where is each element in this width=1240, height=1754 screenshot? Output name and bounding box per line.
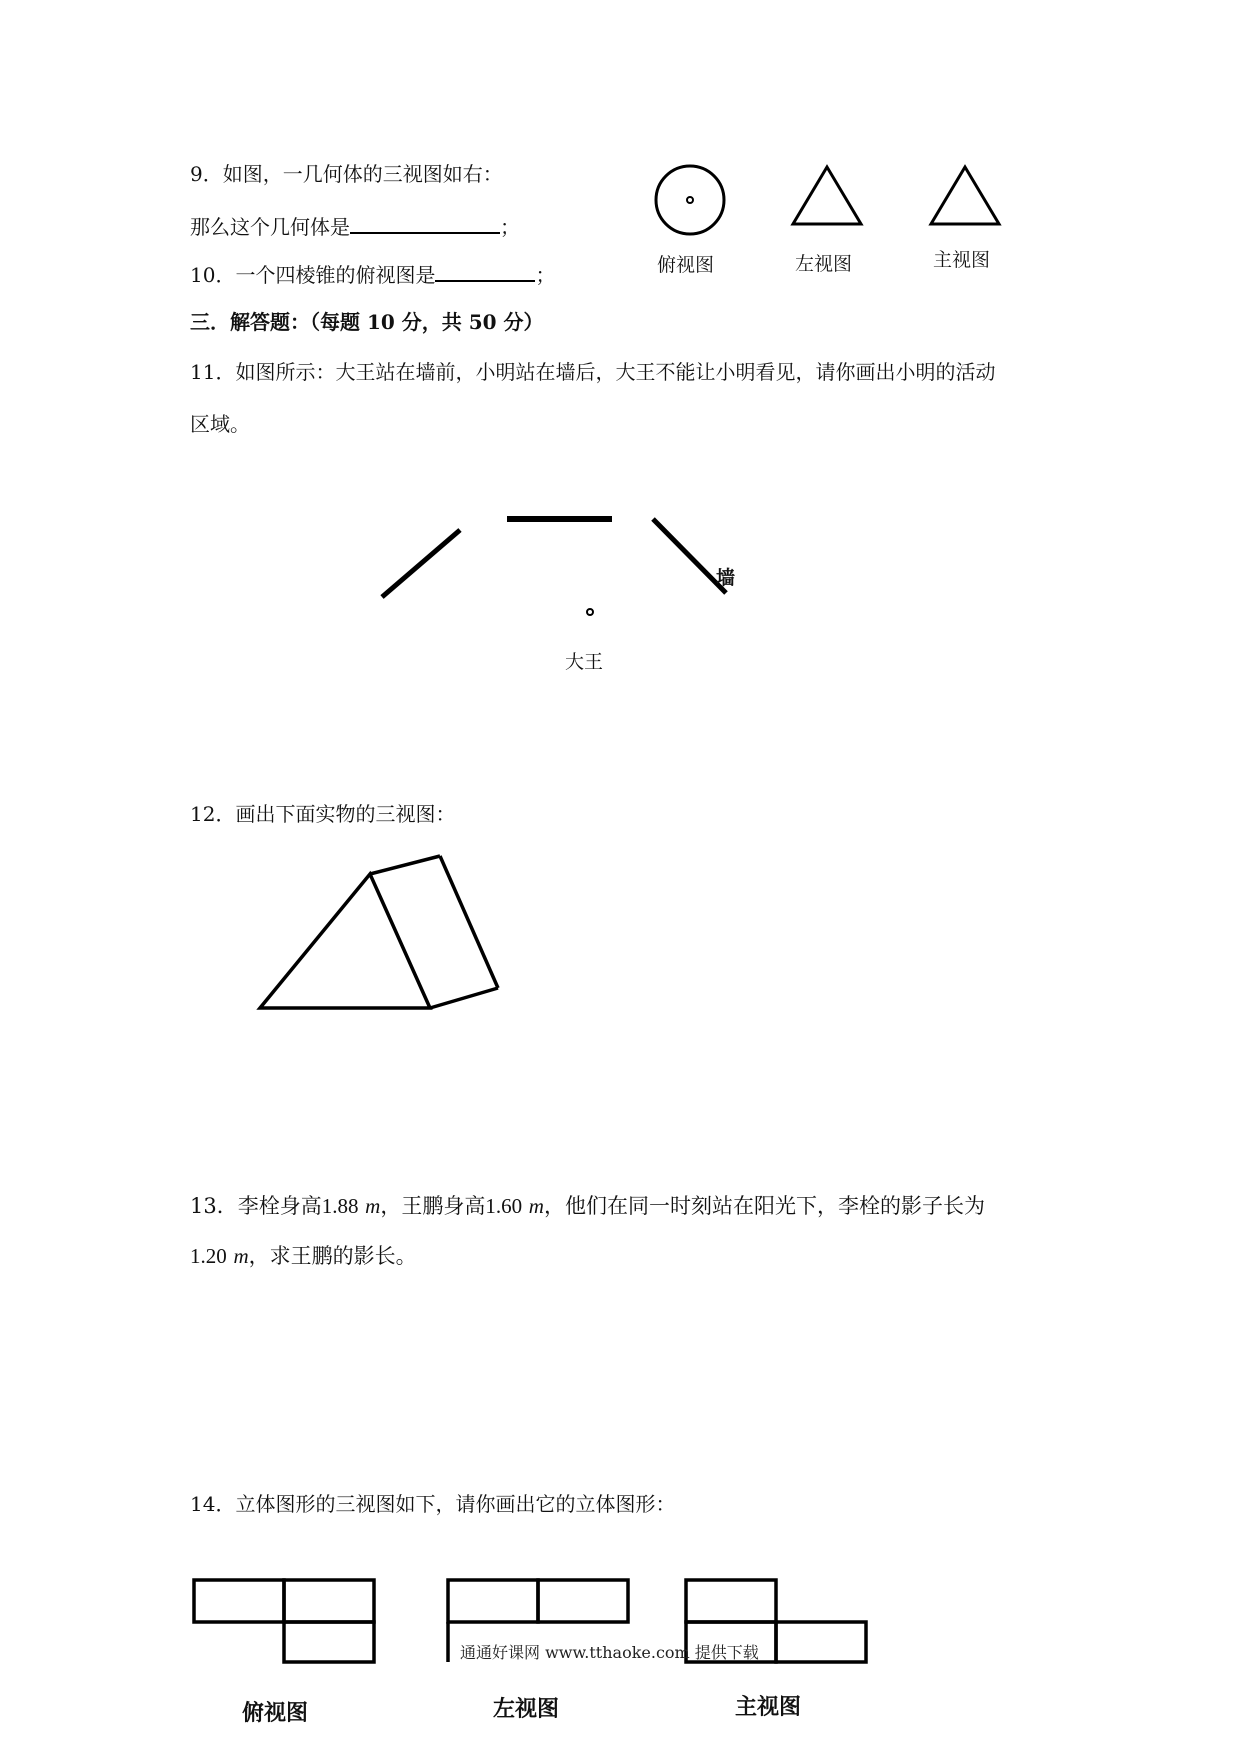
q12-prism-back-edge	[440, 856, 498, 988]
q9-front-view-triangle	[931, 167, 999, 224]
q13-height-lishuan: 1.88	[321, 1194, 359, 1218]
q12-prism-bottom-edge	[430, 988, 498, 1008]
q9-line2	[190, 212, 520, 241]
q12-text: 12．画出下面实物的三视图：	[190, 802, 456, 826]
q9-answer-blank[interactable]	[350, 212, 500, 234]
q14-caption-front-view: 主视图	[735, 1695, 802, 1720]
q11-line1: 11．如图所示：大王站在墙前，小明站在墙后，大王不能让小明看见，请你画出小明的活动	[190, 360, 996, 384]
q9-top-view-circle	[656, 166, 724, 234]
q9-top-view-center-dot	[687, 197, 693, 203]
q10-answer-blank[interactable]	[435, 260, 535, 282]
q9-caption-left-view: 左视图	[795, 253, 853, 275]
watermark-text: 通通好课网 www.tthaoke.com 提供下载	[460, 1643, 759, 1662]
q9-caption-front-view: 主视图	[933, 249, 991, 271]
q9-line1: 9．如图，一几何体的三视图如右：	[190, 162, 503, 186]
q13-part2: ，王鹏身高	[380, 1194, 486, 1218]
q10-line	[190, 260, 555, 289]
q10-suffix: ；	[535, 263, 556, 287]
q11-wall-label: 墙	[716, 567, 736, 589]
q14-top-view	[194, 1580, 374, 1662]
q9-prefix: 那么这个几何体是	[190, 215, 350, 239]
q13-part1: 13．李栓身高	[190, 1194, 322, 1218]
q10-prefix: 10．一个四棱锥的俯视图是	[190, 263, 436, 287]
q11-dawang-position-dot	[587, 609, 593, 615]
q9-left-view-triangle	[793, 167, 861, 224]
q13-shadow-lishuan: 1.20	[190, 1244, 227, 1268]
q11-wall-figure	[370, 505, 750, 625]
q13-part4: ，求王鹏的影长。	[248, 1244, 417, 1268]
q14-caption-left-view: 左视图	[493, 1697, 560, 1722]
q13-unit-2: m	[528, 1194, 544, 1218]
q12-prism-figure	[250, 850, 510, 1020]
q14-text: 14．立体图形的三视图如下，请你画出它的立体图形：	[190, 1492, 676, 1516]
q13-height-wangpeng: 1.60	[485, 1194, 523, 1218]
q11-wall-left	[382, 530, 460, 597]
q11-dawang-label: 大王	[565, 651, 604, 673]
section3-title: 三．解答题：（每题 10 分，共 50 分）	[190, 310, 544, 334]
q13-unit-3: m	[233, 1244, 249, 1268]
q9-caption-top-view: 俯视图	[657, 254, 715, 276]
q13-line2	[190, 1242, 417, 1270]
q13-line1	[190, 1192, 985, 1220]
q12-prism-triangle-face	[260, 874, 430, 1008]
q11-line2: 区域。	[190, 412, 250, 436]
q13-unit-1: m	[365, 1194, 381, 1218]
q14-caption-top-view: 俯视图	[242, 1701, 309, 1726]
q12-prism-top-edge	[370, 856, 440, 874]
q13-part3: ，他们在同一时刻站在阳光下，李栓的影子长为	[543, 1194, 985, 1218]
q9-suffix: ；	[500, 215, 520, 239]
